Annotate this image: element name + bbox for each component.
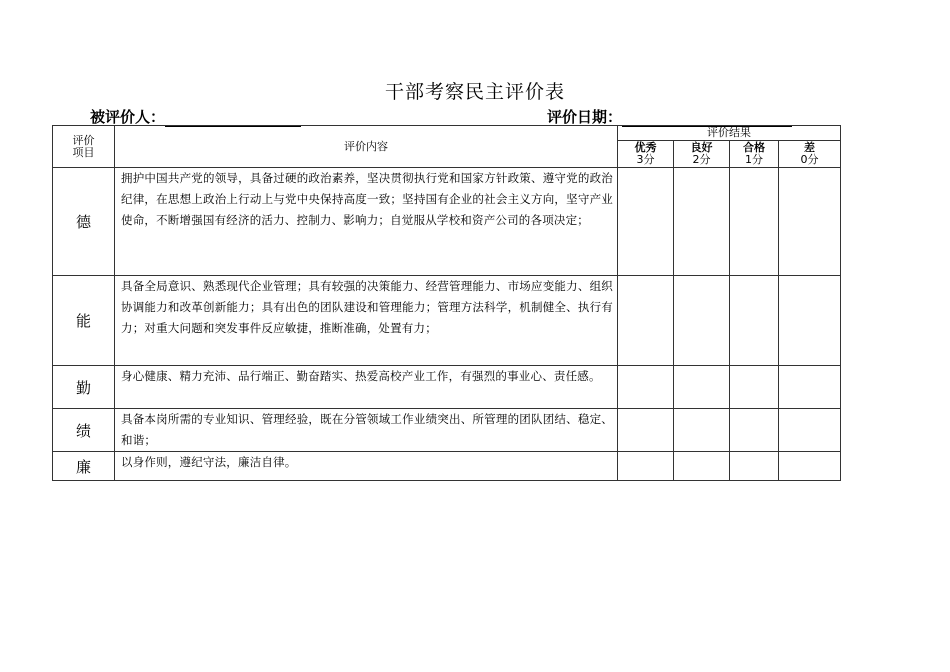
evaluated-person-label: 被评价人： — [90, 108, 166, 126]
header-grade-poor — [779, 141, 841, 168]
header-item-line1: 评价 — [72, 133, 95, 147]
content-cell: 以身作则，遵纪守法，廉洁自律。 — [115, 452, 618, 481]
table-row — [53, 276, 841, 366]
evaluation-table — [52, 125, 841, 481]
score-cell-excellent[interactable] — [618, 276, 674, 366]
score-cell-pass[interactable] — [730, 409, 779, 452]
item-cell: 能 — [53, 276, 115, 366]
grade-label: 差 — [804, 141, 815, 154]
score-cell-poor[interactable] — [779, 409, 841, 452]
table-row — [53, 366, 841, 409]
grade-score: 0分 — [800, 153, 819, 166]
score-cell-excellent[interactable] — [618, 409, 674, 452]
evaluation-date-field — [547, 106, 792, 127]
score-cell-good[interactable] — [674, 409, 730, 452]
grade-label: 优秀 — [634, 141, 657, 154]
header-item-line2: 项目 — [72, 145, 95, 159]
header-grade-pass — [730, 141, 779, 168]
grade-score: 3分 — [636, 153, 655, 166]
score-cell-poor[interactable] — [779, 276, 841, 366]
content-cell: 具备全局意识、熟悉现代企业管理；具有较强的决策能力、经营管理能力、市场应变能力、组织协调能力和改革创新能力；具有出色的团队建设和管理能力；管理方法科学，机制健全、执行有力；对重大问题和突发事件反应敏捷，推断准确，处置有力； — [115, 276, 618, 366]
header-item-cell — [53, 126, 115, 168]
page-title: 干部考察民主评价表 — [384, 81, 565, 103]
evaluation-date-label: 评价日期： — [547, 108, 623, 126]
item-cell: 绩 — [53, 409, 115, 452]
score-cell-good[interactable] — [674, 276, 730, 366]
score-cell-good[interactable] — [674, 168, 730, 276]
score-cell-pass[interactable] — [730, 366, 779, 409]
item-cell: 勤 — [53, 366, 115, 409]
header-content-cell: 评价内容 — [115, 126, 618, 168]
score-cell-pass[interactable] — [730, 168, 779, 276]
item-cell: 德 — [53, 168, 115, 276]
score-cell-pass[interactable] — [730, 276, 779, 366]
evaluated-person-field — [90, 106, 301, 127]
score-cell-good[interactable] — [674, 452, 730, 481]
grade-score: 2分 — [692, 153, 711, 166]
score-cell-excellent[interactable] — [618, 366, 674, 409]
score-cell-excellent[interactable] — [618, 168, 674, 276]
content-cell: 具备本岗所需的专业知识、管理经验，既在分管领域工作业绩突出、所管理的团队团结、稳定、和谐； — [115, 409, 618, 452]
score-cell-poor[interactable] — [779, 452, 841, 481]
content-cell: 身心健康、精力充沛、品行端正、勤奋踏实、热爱高校产业工作，有强烈的事业心、责任感。 — [115, 366, 618, 409]
header-result-group: 评价结果 — [618, 126, 841, 141]
score-cell-pass[interactable] — [730, 452, 779, 481]
score-cell-excellent[interactable] — [618, 452, 674, 481]
score-cell-good[interactable] — [674, 366, 730, 409]
header-grade-excellent — [618, 141, 674, 168]
score-cell-poor[interactable] — [779, 366, 841, 409]
table-row — [53, 452, 841, 481]
content-cell: 拥护中国共产党的领导，具备过硬的政治素养，坚决贯彻执行党和国家方针政策、遵守党的政治纪律，在思想上政治上行动上与党中央保持高度一致；坚持国有企业的社会主义方向，坚守产业使命，不断增强国有经济的活力、控制力、影响力；自觉服从学校和资产公司的各项决定； — [115, 168, 618, 276]
item-cell: 廉 — [53, 452, 115, 481]
grade-score: 1分 — [745, 153, 763, 166]
header-grade-good — [674, 141, 730, 168]
score-cell-poor[interactable] — [779, 168, 841, 276]
grade-label: 良好 — [690, 141, 713, 154]
table-row — [53, 168, 841, 276]
table-row — [53, 409, 841, 452]
grade-label: 合格 — [743, 141, 765, 154]
